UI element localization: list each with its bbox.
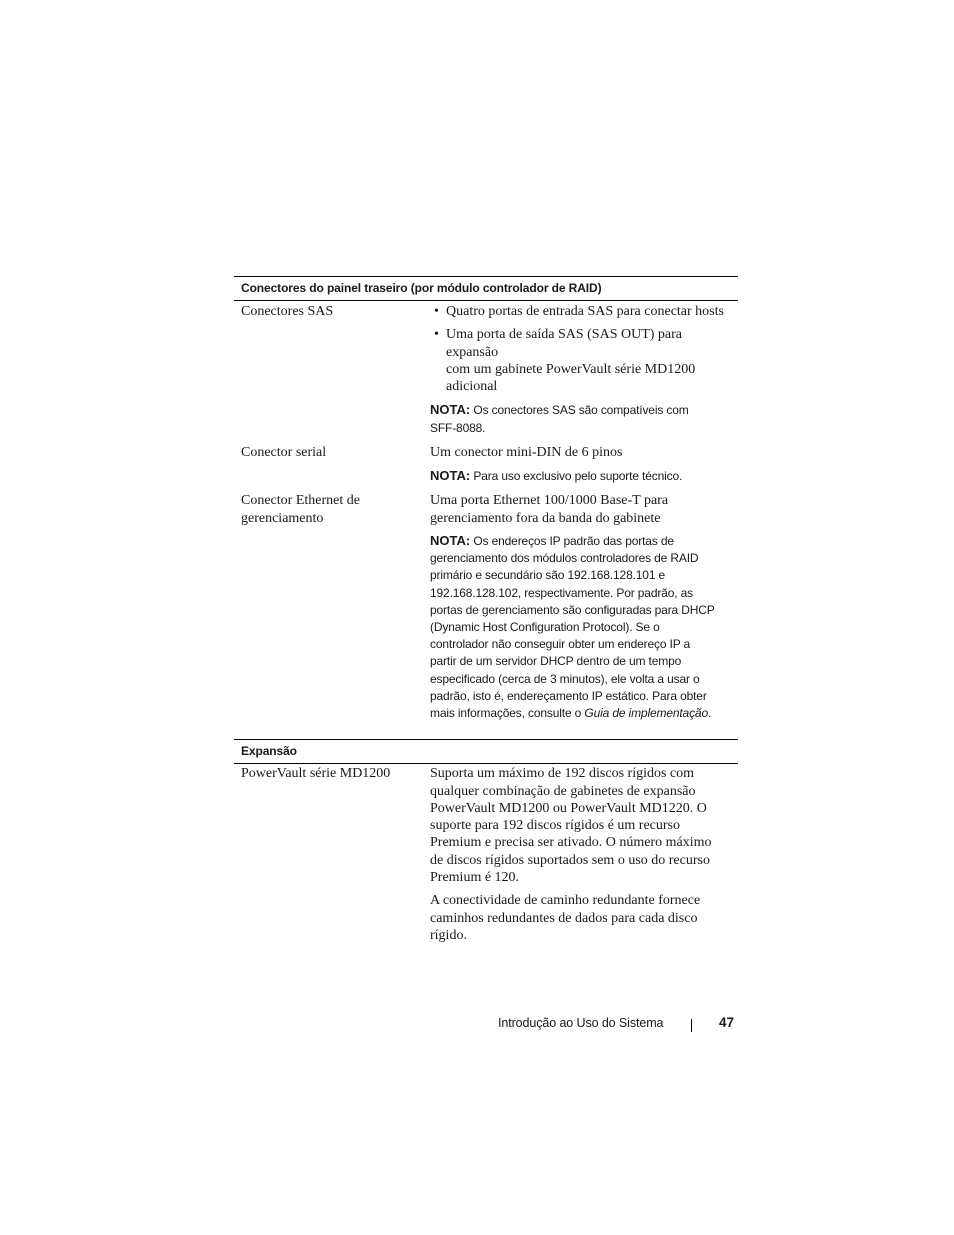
bullet-icon: • bbox=[434, 304, 439, 319]
spec-table bbox=[234, 276, 738, 944]
row-label-serial: Conector serial bbox=[241, 444, 327, 460]
paragraph-redundancy: A conectividade de caminho redundante fornece caminhos redundantes de dados para cada disco rígido. bbox=[430, 893, 701, 943]
paragraph-capacity: Suporta um máximo de 192 discos rígidos com qualquer combinação de gabinetes de expansão PowerVault MD1200 ou PowerVault MD1220. O suporte para 192 discos rígidos é um recurso Premium e precisa ser ativado. O número máximo de discos rígidos suportados sem o uso do recurso Premium é 120. bbox=[430, 766, 712, 885]
list-item: • Quatro portas de entrada SAS para conectar hosts bbox=[434, 304, 724, 319]
note-serial: NOTA: Para uso exclusivo pelo suporte técnico. bbox=[430, 468, 683, 484]
table-row-serial bbox=[234, 444, 738, 486]
table-row-ethernet bbox=[234, 492, 738, 722]
row-label-md1200: PowerVault série MD1200 bbox=[241, 766, 391, 782]
section-header-rear-connectors: Conectores do painel traseiro (por módulo controlador de RAID) bbox=[241, 281, 602, 295]
row-value-ethernet: Uma porta Ethernet 100/1000 Base-T para gerenciamento fora da banda do gabinete NOTA: Os endereços IP padrão das portas de gerenciamento dos módulos controladores de RAID primário e secundário são 192.168.128.101 e 192.168.128.102, respectivamente. Por padrão, as portas de gerenciamento são configuradas para DHCP (Dynamic Host Configuration Protocol). Se o controlador não conseguir obter um endereço IP a partir de um servidor DHCP dentro de um tempo especificado (cerca de 3 minutos), ele volta a usar o padrão, isto é, endereçamento IP estático. Para obter mais informações, consulte o Guia de implementação. bbox=[430, 492, 737, 722]
row-value-md1200 bbox=[430, 765, 737, 944]
row-label-sas: Conectores SAS bbox=[241, 304, 334, 319]
note-label: NOTA: bbox=[430, 468, 471, 484]
row-value-serial: Um conector mini-DIN de 6 pinos NOTA: Para uso exclusivo pelo suporte técnico. bbox=[430, 444, 737, 486]
table-row-sas bbox=[234, 303, 738, 437]
section-header-expansion: Expansão bbox=[241, 744, 297, 759]
note-label: NOTA: bbox=[430, 402, 471, 418]
table-row-md1200 bbox=[234, 765, 738, 944]
guide-title: Guia de implementação bbox=[584, 706, 708, 721]
note-ethernet: NOTA: Os endereços IP padrão das portas de gerenciamento dos módulos controladores de RAID primário e secundário são 192.168.128.101 e 192.168.128.102, respectivamente. Por padrão, as portas de gerenciamento são configuradas para DHCP (Dynamic Host Configuration Protocol). Se o controlador não conseguir obter um endereço IP a partir de um servidor DHCP dentro de um tempo especificado (cerca de 3 minutos), ele volta a usar o padrão, isto é, endereçamento IP estático. Para obter mais informações, consulte o Guia de implementação. bbox=[430, 532, 715, 721]
note-label: NOTA: bbox=[430, 532, 471, 548]
bullet-icon: • bbox=[434, 327, 439, 343]
section-header-rule bbox=[234, 300, 738, 301]
footer-separator bbox=[691, 1019, 692, 1032]
row-label-ethernet: Conector Ethernet de gerenciamento bbox=[241, 493, 360, 526]
note-sas: NOTA: Os conectores SAS são compatíveis com SFF-8088. bbox=[430, 402, 689, 435]
footer-chapter-title: Introdução ao Uso do Sistema bbox=[498, 1016, 664, 1030]
list-item: • Uma porta de saída SAS (SAS OUT) para expansão com um gabinete PowerVault série MD1200 adicional bbox=[434, 327, 696, 395]
section2-header-rule bbox=[234, 763, 738, 764]
row-value-sas bbox=[430, 303, 737, 437]
page-number: 47 bbox=[719, 1015, 735, 1030]
